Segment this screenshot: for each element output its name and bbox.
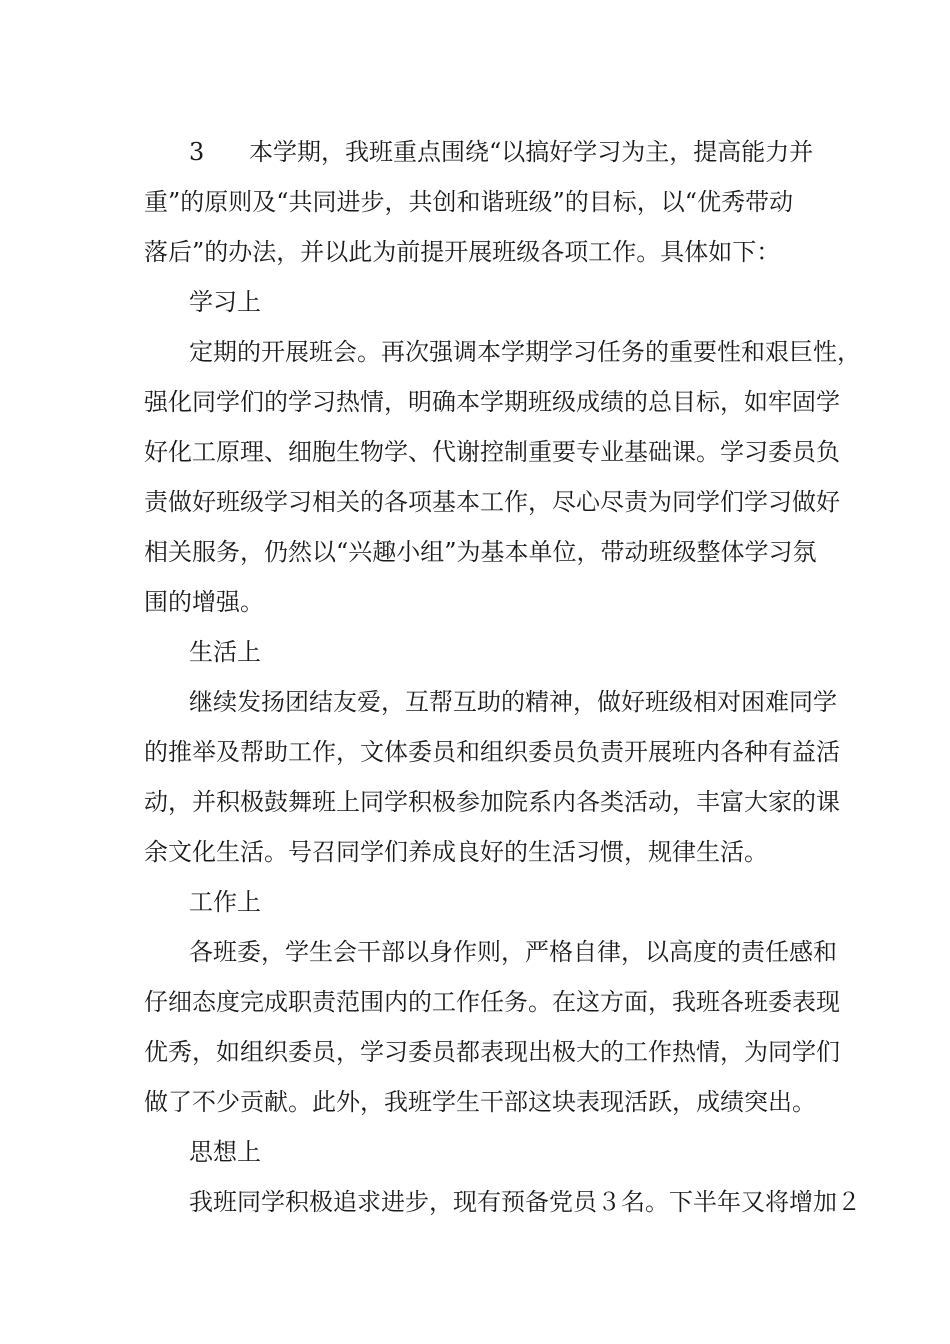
intro-line-3: 落后”的办法，并以此为前提开展班级各项工作。具体如下： [144, 238, 781, 266]
work-line-1: 各班委，学生会干部以身作则，严格自律，以高度的责任感和 [189, 938, 837, 966]
thought-heading: 思想上 [189, 1138, 261, 1166]
intro-line-1: 本学期，我班重点围绕“以搞好学习为主，提高能力并 [249, 138, 814, 166]
thought-line-1: 我班同学积极追求进步，现有预备党员３名。下半年又将增加２ [189, 1188, 861, 1216]
work-line-3: 优秀，如组织委员，学习委员都表现出极大的工作热情，为同学们 [144, 1038, 840, 1066]
intro-line-2: 重”的原则及“共同进步，共创和谐班级”的目标，以“优秀带动 [144, 188, 794, 216]
study-line-6: 围的增强。 [144, 588, 264, 616]
study-line-1: 定期的开展班会。再次强调本学期学习任务的重要性和艰巨性， [189, 338, 861, 366]
life-line-4: 余文化生活。号召同学们养成良好的生活习惯，规律生活。 [144, 838, 768, 866]
work-line-2: 仔细态度完成职责范围内的工作任务。在这方面，我班各班委表现 [144, 988, 840, 1016]
section-number: 3 [189, 138, 205, 166]
study-line-5: 相关服务，仍然以“兴趣小组”为基本单位，带动班级整体学习氛 [144, 538, 817, 566]
life-line-3: 动，并积极鼓舞班上同学积极参加院系内各类活动，丰富大家的课 [144, 788, 840, 816]
work-line-4: 做了不少贡献。此外，我班学生干部这块表现活跃，成绩突出。 [144, 1088, 816, 1116]
life-line-2: 的推举及帮助工作，文体委员和组织委员负责开展班内各种有益活 [144, 738, 840, 766]
study-line-3: 好化工原理、细胞生物学、代谢控制重要专业基础课。学习委员负 [144, 438, 840, 466]
study-line-2: 强化同学们的学习热情，明确本学期班级成绩的总目标，如牢固学 [144, 388, 840, 416]
study-line-4: 责做好班级学习相关的各项基本工作，尽心尽责为同学们学习做好 [144, 488, 840, 516]
work-heading: 工作上 [189, 888, 261, 916]
life-line-1: 继续发扬团结友爱，互帮互助的精神，做好班级相对困难同学 [189, 688, 837, 716]
study-heading: 学习上 [189, 288, 261, 316]
life-heading: 生活上 [189, 638, 261, 666]
